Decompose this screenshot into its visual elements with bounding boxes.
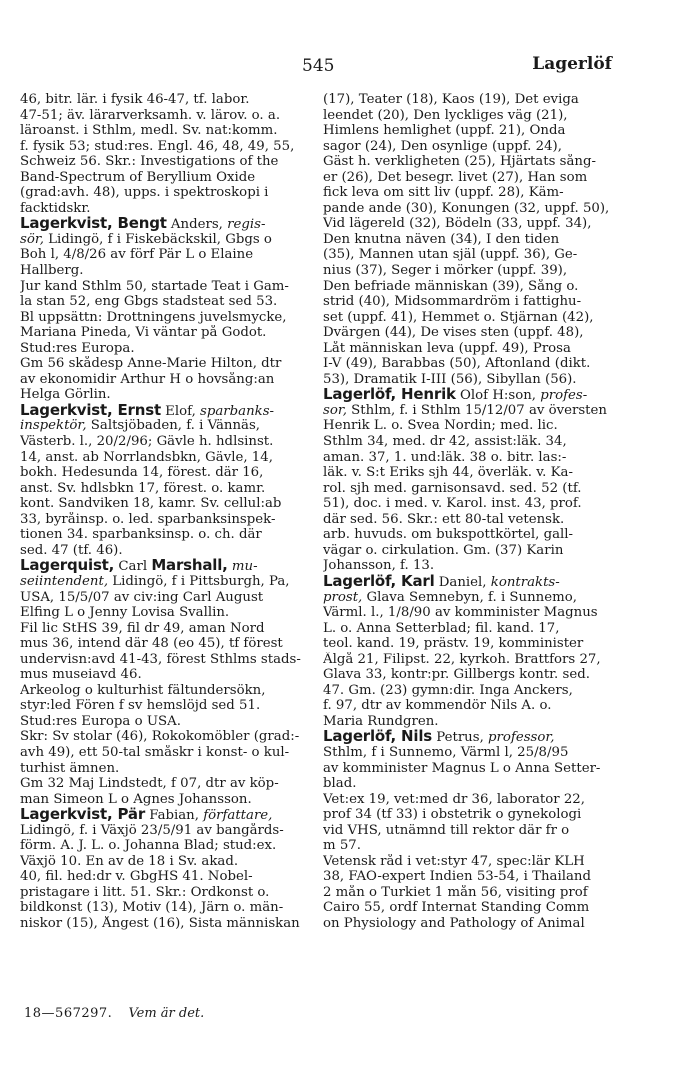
right-column-line: 38, FAO-expert Indien 53-54, i Thailand bbox=[323, 869, 591, 885]
entry-name: Marshall, bbox=[151, 558, 228, 574]
right-column-line: Den befriade människan (39), Sång o. bbox=[323, 278, 579, 294]
footer-mark: Vem är det. bbox=[128, 1006, 205, 1021]
entry-name: Lagerkvist, Bengt bbox=[20, 216, 167, 232]
page-footer bbox=[24, 1006, 204, 1021]
left-column-line: facktidskr. bbox=[20, 200, 91, 216]
right-column bbox=[323, 92, 614, 932]
right-column-line: Lagerlöf, Henrik Olof H:son, profes- bbox=[323, 387, 588, 403]
right-column-line: Sthlm 34, med. dr 42, assist:läk. 34, bbox=[323, 434, 567, 450]
left-column-line: 33, byråinsp. o. led. sparbanksinspek- bbox=[20, 511, 276, 527]
left-column-line: Band-Spectrum of Beryllium Oxide bbox=[20, 169, 256, 185]
left-column-line: förm. A. J. L. o. Johanna Blad; stud:ex. bbox=[20, 838, 277, 854]
left-column-line: (grad:avh. 48), upps. i spektroskopi i bbox=[20, 185, 269, 201]
entry-title: sör, bbox=[20, 231, 44, 247]
right-column-line: vägar o. cirkulation. Gm. (37) Karin bbox=[323, 542, 564, 558]
right-column-line: fick leva om sitt liv (uppf. 28), Käm- bbox=[323, 185, 564, 201]
right-column-line: blad. bbox=[323, 776, 357, 792]
right-column-line: Lagerlöf, Karl Daniel, kontrakts- bbox=[323, 573, 560, 590]
entry-name: Lagerkvist, Pär bbox=[20, 807, 146, 823]
right-column-line: m 57. bbox=[323, 838, 361, 854]
left-column-line: mus 36, intend där 48 (eo 45), tf förest bbox=[20, 636, 283, 652]
left-column-line: man Simeon L o Agnes Johansson. bbox=[20, 791, 252, 807]
left-column-line: 46, bitr. lär. i fysik 46-47, tf. labor. bbox=[20, 92, 250, 107]
right-column-line: Glava 33, kontr:pr. Gillbergs kontr. sed. bbox=[323, 667, 590, 683]
left-column-line: Fil lic StHS 39, fil dr 49, aman Nord bbox=[20, 620, 265, 636]
right-column-line: Värml. l., 1/8/90 av komminister Magnus bbox=[323, 605, 598, 621]
left-column-line: avh 49), ett 50-tal småskr i konst- o kul- bbox=[20, 744, 290, 760]
left-column-line: Gm 32 Maj Lindstedt, f 07, dtr av köp- bbox=[20, 776, 279, 792]
entry-name: Lagerlöf, Nils bbox=[323, 729, 433, 745]
left-column-line: seiintendent, Lidingö, f i Pittsburgh, Pa, bbox=[20, 573, 290, 589]
entry-title: prost, bbox=[323, 589, 363, 605]
left-column-line: anst. Sv. hdlsbkn 17, förest. o. kamr. bbox=[20, 480, 266, 496]
right-column-line: Himlens hemlighet (uppf. 21), Onda bbox=[323, 123, 566, 139]
right-column-line: där sed. 56. Skr.: ett 80-tal vetensk. bbox=[323, 511, 565, 527]
left-column-line: Stud:res Europa o USA. bbox=[20, 713, 181, 729]
left-column-line: bokh. Hedesunda 14, förest. där 16, bbox=[20, 465, 264, 481]
left-column-line: Mariana Pineda, Vi väntar på Godot. bbox=[20, 325, 267, 341]
right-column-line: set (uppf. 41), Hemmet o. Stjärnan (42), bbox=[323, 309, 594, 325]
entry-title: profes- bbox=[540, 388, 588, 403]
right-column-line: Vid lägereld (32), Bödeln (33, uppf. 34), bbox=[323, 216, 592, 232]
right-column-line: L. o. Anna Setterblad; fil. kand. 17, bbox=[323, 620, 560, 636]
right-column-line: Maria Rundgren. bbox=[323, 713, 439, 729]
left-column-line: Elfing L o Jenny Lovisa Svallin. bbox=[20, 605, 230, 621]
right-column-line: Lagerlöf, Nils Petrus, professor, bbox=[323, 729, 555, 745]
entry-title: författare, bbox=[203, 808, 273, 823]
right-column-line: Sthlm, f i Sunnemo, Värml l, 25/8/95 bbox=[323, 744, 569, 760]
right-column-line: (35), Mannen utan själ (uppf. 36), Ge- bbox=[323, 247, 578, 263]
left-column-line: sör, Lidingö, f i Fiskebäckskil, Gbgs o bbox=[20, 231, 272, 247]
entry-title: seiintendent, bbox=[20, 573, 109, 589]
left-column-line: Hallberg. bbox=[20, 263, 84, 279]
left-column-line: Lagerquist, Carl Marshall, mu- bbox=[20, 558, 258, 574]
entry-title: professor, bbox=[488, 730, 555, 745]
right-column-line: Vet:ex 19, vet:med dr 36, laborator 22, bbox=[323, 791, 585, 807]
right-column-line: arb. huvuds. om bukspottkörtel, gall- bbox=[323, 527, 574, 543]
right-column-line: sagor (24), Den osynlige (uppf. 24), bbox=[323, 138, 562, 154]
footer-signature: 18—567297. bbox=[24, 1006, 113, 1021]
left-column-line: Boh l, 4/8/26 av förf Pär L o Elaine bbox=[20, 247, 254, 263]
entry-name: Lagerlöf, Karl bbox=[323, 573, 435, 590]
left-column-line: styr:led Fören f sv hemslöjd sed 51. bbox=[20, 698, 261, 714]
left-column-line: sed. 47 (tf. 46). bbox=[20, 542, 123, 558]
left-column-line: kont. Sandviken 18, kamr. Sv. cellul:ab bbox=[20, 496, 282, 512]
entry-title: regis- bbox=[227, 217, 266, 232]
left-column-line: turhist ämnen. bbox=[20, 760, 120, 776]
right-column-line: strid (40), Midsommardröm i fattighu- bbox=[323, 294, 582, 310]
left-column-line: undervisn:avd 41-43, förest Sthlms stads- bbox=[20, 651, 301, 667]
left-column-line: Arkeolog o kulturhist fältundersökn, bbox=[20, 682, 266, 698]
right-column-line: Johansson, f. 13. bbox=[323, 558, 435, 574]
right-column-line: (17), Teater (18), Kaos (19), Det eviga bbox=[323, 92, 579, 107]
right-column-line: av komminister Magnus L o Anna Setter- bbox=[323, 760, 601, 776]
right-column-line: Dvärgen (44), De vises sten (uppf. 48), bbox=[323, 325, 584, 341]
right-column-line: Vetensk råd i vet:styr 47, spec:lär KLH bbox=[323, 853, 585, 869]
entry-name: Lagerkvist, Ernst bbox=[20, 402, 161, 419]
left-column-line: Gm 56 skådesp Anne-Marie Hilton, dtr bbox=[20, 356, 282, 372]
left-column-line: bildkonst (13), Motiv (14), Järn o. män- bbox=[20, 900, 284, 916]
running-head: Lagerlöf bbox=[532, 54, 612, 74]
left-column-line: 47-51; äv. lärarverksamh. v. lärov. o. a. bbox=[20, 107, 281, 123]
left-column-line: Bl uppsättn: Drottningens juvelsmycke, bbox=[20, 309, 287, 325]
left-column-line: Lagerkvist, Ernst Elof, sparbanks- bbox=[20, 402, 275, 419]
left-column-line: Jur kand Sthlm 50, startade Teat i Gam- bbox=[20, 278, 289, 294]
left-column-line: Skr: Sv stolar (46), Rokokomöbler (grad:- bbox=[20, 729, 300, 745]
right-column-line: teol. kand. 19, prästv. 19, komminister bbox=[323, 636, 584, 652]
left-column-line: Schweiz 56. Skr.: Investigations of the bbox=[20, 154, 279, 170]
right-column-line: nius (37), Seger i mörker (uppf. 39), bbox=[323, 263, 568, 279]
right-column-line: Låt människan leva (uppf. 49), Prosa bbox=[323, 340, 571, 356]
right-column-line: Den knutna näven (34), I den tiden bbox=[323, 231, 560, 247]
left-column-line: inspektör, Saltsjöbaden, f. i Vännäs, bbox=[20, 418, 261, 434]
right-column-line: 47. Gm. (23) gymn:dir. Inga Anckers, bbox=[323, 682, 573, 698]
right-column-line: Cairo 55, ordf Internat Standing Comm bbox=[323, 900, 590, 916]
right-column-line: rol. sjh med. garnisonsavd. sed. 52 (tf. bbox=[323, 480, 582, 496]
entry-title: inspektör, bbox=[20, 418, 87, 434]
right-column-line: leendet (20), Den lyckliges väg (21), bbox=[323, 107, 568, 123]
left-column-line: niskor (15), Ångest (16), Sista människan bbox=[20, 915, 300, 931]
entry-title: mu- bbox=[231, 559, 258, 574]
entry-title: sor, bbox=[323, 402, 347, 418]
right-column-line: Henrik L. o. Svea Nordin; med. lic. bbox=[323, 418, 558, 434]
right-column-line: f. 97, dtr av kommendör Nils A. o. bbox=[323, 698, 552, 714]
left-column-line: Stud:res Europa. bbox=[20, 340, 135, 356]
right-column-line: I-V (49), Barabbas (50), Aftonland (dikt. bbox=[323, 356, 591, 372]
right-column-line: er (26), Det besegr. livet (27), Han som bbox=[323, 169, 588, 185]
right-column-line: prof 34 (tf 33) i obstetrik o gynekologi bbox=[323, 807, 582, 823]
left-column bbox=[20, 92, 316, 932]
entry-name: Lagerlöf, Henrik bbox=[323, 387, 456, 403]
left-column-line: Lagerkvist, Pär Fabian, författare, bbox=[20, 807, 273, 823]
left-column-line: 14, anst. ab Norrlandsbkn, Gävle, 14, bbox=[20, 449, 273, 465]
entry-title: kontrakts- bbox=[490, 574, 560, 590]
left-column-line: läroanst. i Sthlm, medl. Sv. nat:komm. bbox=[20, 123, 278, 139]
left-column-line: la stan 52, eng Gbgs stadsteat sed 53. bbox=[20, 294, 278, 310]
right-column-line: vid VHS, utnämnd till rektor där fr o bbox=[323, 822, 570, 838]
left-column-line: 40, fil. hed:dr v. GbgHS 41. Nobel- bbox=[20, 869, 253, 885]
right-column-line: Älgå 21, Filipst. 22, kyrkoh. Brattfors 27, bbox=[323, 651, 601, 667]
right-column-line: 53), Dramatik I-III (56), Sibyllan (56). bbox=[323, 371, 577, 387]
left-column-line: USA, 15/5/07 av civ:ing Carl August bbox=[20, 589, 264, 605]
entry-name: Lagerquist, bbox=[20, 558, 115, 574]
page-number: 545 bbox=[302, 56, 335, 76]
left-column-line: Lidingö, f. i Växjö 23/5/91 av bangårds- bbox=[20, 822, 284, 838]
right-column-line: sor, Sthlm, f. i Sthlm 15/12/07 av översten bbox=[323, 402, 607, 418]
left-column-line: Växjö 10. En av de 18 i Sv. akad. bbox=[20, 853, 239, 869]
right-column-line: aman. 37, 1. und:läk. 38 o. bitr. las:- bbox=[323, 449, 567, 465]
right-column-line: on Physiology and Pathology of Animal bbox=[323, 915, 585, 931]
right-column-line: läk. v. S:t Eriks sjh 44, överläk. v. Ka- bbox=[323, 465, 573, 481]
page-header bbox=[0, 52, 688, 80]
right-column-line: 2 mån o Turkiet 1 mån 56, visiting prof bbox=[323, 884, 588, 900]
left-column-line: tionen 34. sparbanksinsp. o. ch. där bbox=[20, 527, 262, 543]
left-column-line: Lagerkvist, Bengt Anders, regis- bbox=[20, 216, 266, 232]
left-column-line: mus museiavd 46. bbox=[20, 667, 142, 683]
left-column-line: av ekonomidir Arthur H o hovsång:an bbox=[20, 371, 275, 387]
right-column-line: 51), doc. i med. v. Karol. inst. 43, prof. bbox=[323, 496, 582, 512]
right-column-line: Gäst h. verkligheten (25), Hjärtats sång- bbox=[323, 154, 596, 170]
left-column-line: Helga Görlin. bbox=[20, 387, 111, 403]
right-column-line: pande ande (30), Konungen (32, uppf. 50), bbox=[323, 200, 610, 216]
left-column-line: Västerb. l., 20/2/96; Gävle h. hdlsinst. bbox=[20, 434, 274, 450]
right-column-line: prost, Glava Semnebyn, f. i Sunnemo, bbox=[323, 589, 577, 605]
entry-title: sparbanks- bbox=[200, 403, 275, 419]
left-column-line: pristagare i litt. 51. Skr.: Ordkonst o. bbox=[20, 884, 270, 900]
left-column-line: f. fysik 53; stud:res. Engl. 46, 48, 49, 55, bbox=[20, 138, 295, 154]
